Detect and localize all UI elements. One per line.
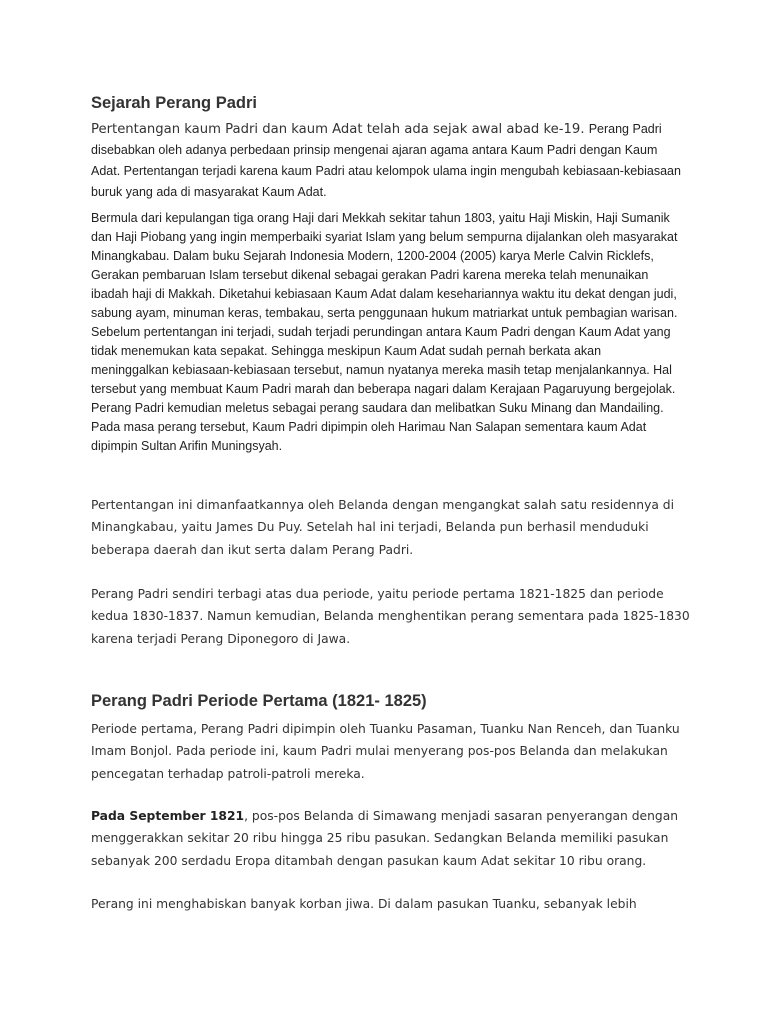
- section-heading-periode-pertama: Perang Padri Periode Pertama (1821- 1825): [91, 692, 427, 710]
- section-heading-sejarah: Sejarah Perang Padri: [91, 94, 257, 112]
- paragraph-belanda: Pertentangan ini dimanfaatkannya oleh Belanda dengan mengangkat salah satu residennya di Minangkabau, yaitu James Du Puy. Setelah hal ini terjadi, Belanda pun berhasil menduduki beberapa daerah dan ikut serta dalam Perang Padri.: [91, 498, 675, 557]
- paragraph-korban: Perang ini menghabiskan banyak korban jiwa. Di dalam pasukan Tuanku, sebanyak lebih: [91, 897, 637, 911]
- intro-paragraph: [91, 119, 686, 203]
- paragraph-periods: Perang Padri sendiri terbagi atas dua periode, yaitu periode pertama 1821-1825 dan periode kedua 1830-1837. Namun kemudian, Belanda menghentikan perang sementara pada 1825-1830 karena terjadi Perang Diponegoro di Jawa.: [91, 587, 690, 646]
- date-lead: Pada September 1821: [91, 809, 245, 823]
- paragraph-origin: Bermula dari kepulangan tiga orang Haji dari Mekkah sekitar tahun 1803, yaitu Haji Miskin, Haji Sumanik dan Haji Piobang yang ingin memperbaiki syariat Islam yang belum sempurna dijalankan oleh masyarakat Minangkabau. Dalam buku Sejarah Indonesia Modern, 1200-2004 (2005) karya Merle Calvin Ricklefs, Gerakan pembaruan Islam tersebut dikenal sebagai gerakan Padri karena mereka telah menunaikan ibadah haji di Makkah. Diketahui kebiasaan Kaum Adat dalam kesehariannya waktu itu dekat dengan judi, sabung ayam, minuman keras, tembakau, serta penggunaan hukum matriarkat untuk pembagian warisan. Sebelum pertentangan ini terjadi, sudah terjadi perundingan antara Kaum Padri dengan Kaum Adat yang tidak menemukan kata sepakat. Sehingga meskipun Kaum Adat sudah pernah berkata akan meninggalkan kebiasaan-kebiasaan tersebut, namun nyatanya mereka masih tetap menjalankannya. Hal tersebut yang membuat Kaum Padri marah dan beberapa nagari dalam Kerajaan Pagaruyung bergejolak. Perang Padri kemudian meletus sebagai perang saudara dan melibatkan Suku Minang dan Mandailing. Pada masa perang tersebut, Kaum Padri dipimpin oleh Harimau Nan Salapan sementara kaum Adat dipimpin Sultan Arifin Muningsyah.: [91, 211, 678, 453]
- paragraph-september-1821: [91, 805, 691, 872]
- paragraph-september-rest: , pos-pos Belanda di Simawang menjadi sasaran penyerangan dengan menggerakkan sekitar 20 ribu hingga 25 ribu pasukan. Sedangkan Belanda memiliki pasukan sebanyak 200 serdadu Eropa ditambah dengan pasukan kaum Adat sekitar 10 ribu orang.: [91, 809, 679, 868]
- paragraph-periode-pertama: Periode pertama, Perang Padri dipimpin oleh Tuanku Pasaman, Tuanku Nan Renceh, dan Tuanku Imam Bonjol. Pada periode ini, kaum Padri mulai menyerang pos-pos Belanda dan melakukan pencegatan terhadap patroli-patroli mereka.: [91, 722, 680, 781]
- intro-first-line: Pertentangan kaum Padri dan kaum Adat telah ada sejak awal abad ke-19.: [91, 122, 589, 137]
- intro-rest: Perang Padri disebabkan oleh adanya perbedaan prinsip mengenai ajaran agama antara Kaum Padri dengan Kaum Adat. Pertentangan terjadi karena kaum Padri atau kelompok ulama ingin mengubah kebiasaan-kebiasaan buruk yang ada di masyarakat Kaum Adat.: [91, 122, 681, 199]
